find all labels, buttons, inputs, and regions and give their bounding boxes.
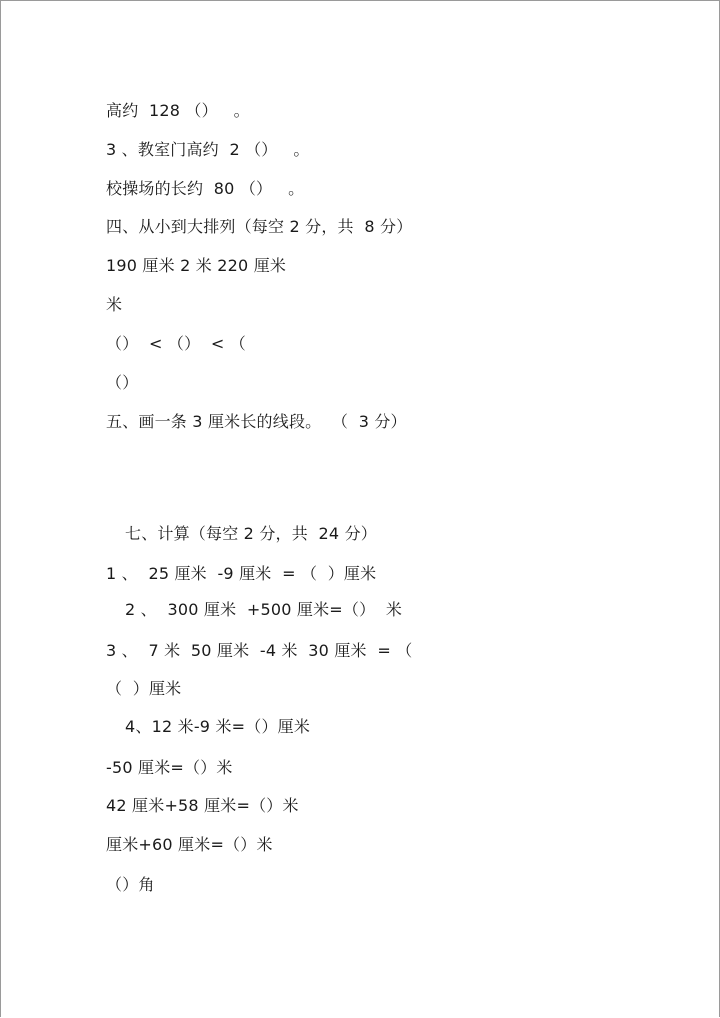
text-line: 4、12 米-9 米=（）厘米 [125, 717, 311, 736]
text-line: （） < （） < （ [106, 334, 246, 353]
text-line: （）角 [106, 875, 155, 894]
text-line: 校操场的长约 80 （） 。 [106, 179, 305, 198]
text-line: -50 厘米=（）米 [106, 758, 233, 777]
text-line: 190 厘米 2 米 220 厘米 [106, 256, 287, 275]
text-line: 42 厘米+58 厘米=（）米 [106, 796, 299, 815]
section-heading: 七、计算（每空 2 分，共 24 分） [125, 524, 377, 543]
text-line: （） [106, 373, 139, 392]
section-heading: 五、画一条 3 厘米长的线段。 （ 3 分） [106, 412, 407, 431]
text-line: 1 、 25 厘米 -9 厘米 = （ ）厘米 [106, 564, 377, 583]
text-line: 米 [106, 295, 123, 314]
text-line: 3 、 7 米 50 厘米 -4 米 30 厘米 = （ [106, 641, 413, 660]
section-heading: 四、从小到大排列（每空 2 分，共 8 分） [106, 217, 413, 236]
text-line: 高约 128 （） 。 [106, 101, 250, 120]
text-line: 3 、教室门高约 2 （） 。 [106, 140, 310, 159]
text-line: 厘米+60 厘米=（）米 [106, 835, 273, 854]
text-line: 2 、 300 厘米 +500 厘米=（） 米 [125, 600, 403, 619]
text-line: （ ）厘米 [106, 679, 182, 698]
